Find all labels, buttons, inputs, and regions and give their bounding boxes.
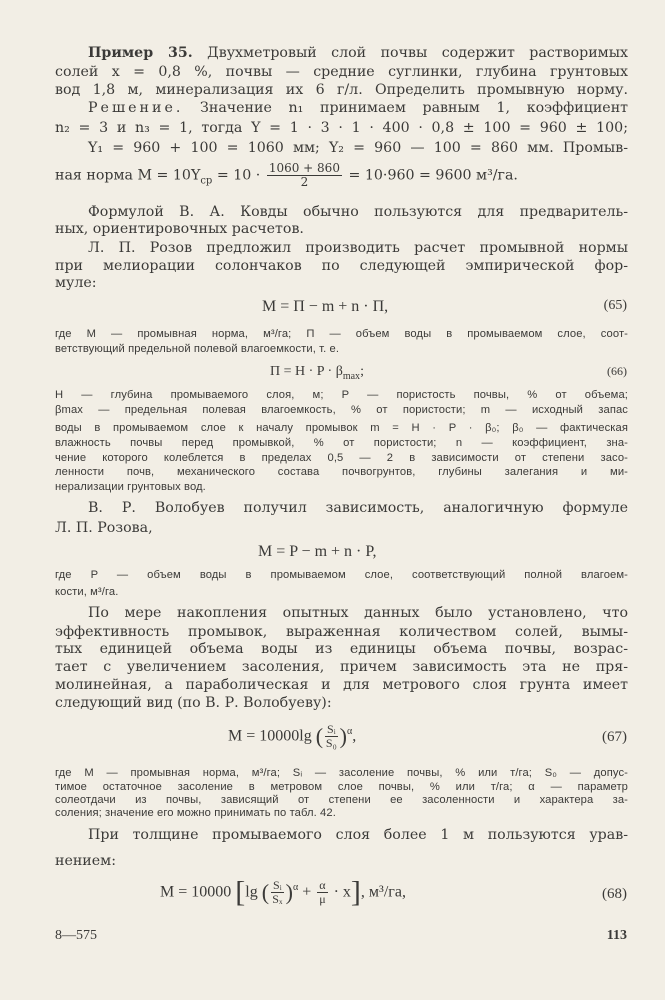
numerator: Sᵢ (327, 722, 336, 737)
solution-line (88, 99, 628, 117)
note-line: нерализации грунтовых вод. (55, 481, 206, 493)
text-line: По мере накопления опытных данных было установлено, что (88, 605, 628, 621)
paren: ) (339, 723, 347, 749)
note-line: кости, м³/га. (55, 586, 119, 598)
text-line: эффективность промывок, выраженная количеством солей, вымы- (55, 624, 628, 640)
note-line: влажность почвы перед промывкой, % от пористости; n — коэффициент, зна- (55, 437, 628, 449)
text-line: при мелиорации солончаков по следующей эмпирической фор- (55, 258, 628, 274)
exponent: α (347, 726, 353, 737)
text: Двухметровый слой почвы содержит растворимых (192, 45, 628, 61)
equation-number: (65) (603, 298, 627, 313)
note-line: воды в промываемом слое к началу промывок m = H · P · β₀; β₀ — фактическая (55, 422, 628, 434)
note-line: солеотдачи из почвы, зависящий от степени ее засоленности и характера за- (55, 794, 628, 806)
text-line: нением: (55, 853, 116, 869)
note-line: ветствующий предельной полевой влагоемкости, т. е. (55, 343, 340, 355)
numerator: 1060 + 860 (268, 161, 340, 175)
equation-volobuev: M = P − m + n · P, (258, 543, 377, 560)
note-line: ленности почв, механического состава почвогрунтов, глубины залегания и ми- (55, 466, 628, 478)
equation-66 (270, 362, 364, 387)
printer-signature: 8—575 (55, 928, 97, 943)
equation-65: M = П − m + n · П, (262, 298, 389, 315)
paren: ( (261, 879, 270, 905)
note-line: где M — промывная норма, м³/га; П — объем воды в промываемом слое, соот- (55, 328, 628, 340)
text-line: тых единицей объема воды из единицы объема почвы, возрас- (55, 641, 628, 657)
paren: ( (315, 723, 324, 749)
example-heading-line (88, 44, 628, 62)
bracket: ] (350, 875, 361, 909)
text: + (298, 883, 316, 901)
solution-label: Решение. (88, 100, 184, 116)
text-line: следующий вид (по В. Р. Волобуеву): (55, 695, 332, 711)
denominator: Sₓ (272, 892, 283, 907)
bracket: [ (235, 875, 246, 909)
text-line: Формулой В. А. Ковды обычно пользуются для предваритель- (88, 204, 628, 220)
equation-number: (67) (602, 729, 627, 745)
exponent: α (293, 882, 299, 893)
text: = 10·960 = 9600 м³/га. (343, 167, 518, 184)
text-line: муле: (55, 275, 97, 291)
subscript: ср (200, 175, 213, 187)
text: M = 10000lg (228, 727, 316, 745)
fraction (325, 723, 338, 750)
text-line: солей x = 0,8 %, почвы — средние суглинки, глубина грунтовых (55, 64, 628, 80)
subscript: max (342, 370, 361, 382)
numerator: Sᵢ (273, 878, 282, 893)
text-line: При толщине промываемого слоя более 1 м пользуются урав- (88, 827, 628, 843)
text: = 10 · (212, 167, 265, 184)
text: M = 10000 (160, 883, 236, 901)
note-line: соления; значение его можно принимать по табл. 42. (55, 807, 336, 819)
fraction (317, 879, 327, 906)
text-line: n₂ = 3 и n₃ = 1, тогда Y = 1 · 3 · 1 · 400 · 0,8 ± 100 = 960 ± 100; (55, 120, 628, 136)
denominator: μ (319, 892, 326, 907)
note-line: βmax — предельная полевая влагоемкость, % от пористости; m — исходный запас (55, 404, 628, 416)
denominator: S₀ (325, 736, 337, 751)
text: Значение n₁ принимаем равным 1, коэффициент (183, 100, 628, 116)
text: lg (245, 883, 262, 901)
equation-68 (160, 875, 406, 909)
text: , (352, 727, 357, 745)
note-line: где P — объем воды в промываемом слое, соответствующий полной влагоем- (55, 569, 628, 581)
text-line: вод 1,8 м, минерализация их 6 г/л. Определить промывную норму. (55, 82, 628, 98)
text-line: ных, ориентировочных расчетов. (55, 221, 304, 237)
note-line: тимое остаточное засоление в метровом слое почвы, % или т/га; α — параметр (55, 781, 628, 793)
equation-number: (68) (602, 886, 627, 902)
text: , м³/га, (360, 883, 406, 901)
text: · x (329, 883, 351, 901)
example-label: Пример 35. (88, 45, 193, 61)
fraction (267, 162, 342, 189)
text-line: Y₁ = 960 + 100 = 1060 мм; Y₂ = 960 — 100 = 860 мм. Промыв- (88, 140, 628, 156)
text-line: В. Р. Волобуев получил зависимость, аналогичную формуле (88, 500, 628, 516)
numerator: α (319, 878, 326, 893)
text: П = H · P · β (270, 364, 343, 379)
fraction (271, 879, 284, 906)
text-line: Л. П. Розов предложил производить расчет промывной нормы (88, 240, 628, 256)
paren: ) (285, 879, 293, 905)
text-line: молинейная, а параболическая и для метрового слоя грунта имеет (55, 677, 628, 693)
equation-67 (228, 722, 356, 750)
denominator: 2 (300, 175, 309, 189)
text: ная норма M = 10Y (55, 167, 201, 184)
norm-formula-line (55, 162, 628, 190)
equation-number: (66) (607, 364, 627, 378)
page-number: 113 (606, 928, 627, 943)
note-line: H — глубина промываемого слоя, м; P — пористость почвы, % от объема; (55, 389, 628, 401)
text: ; (360, 364, 364, 379)
text-line: тает с увеличением засоления, причем зависимость эта не пря- (55, 659, 628, 675)
note-line: где M — промывная норма, м³/га; Sᵢ — засоление почвы, % или т/га; S₀ — допус- (55, 767, 628, 779)
note-line: чение которого колеблется в пределах 0,5 — 2 в зависимости от степени засо- (55, 452, 628, 464)
text-line: Л. П. Розова, (55, 520, 153, 536)
